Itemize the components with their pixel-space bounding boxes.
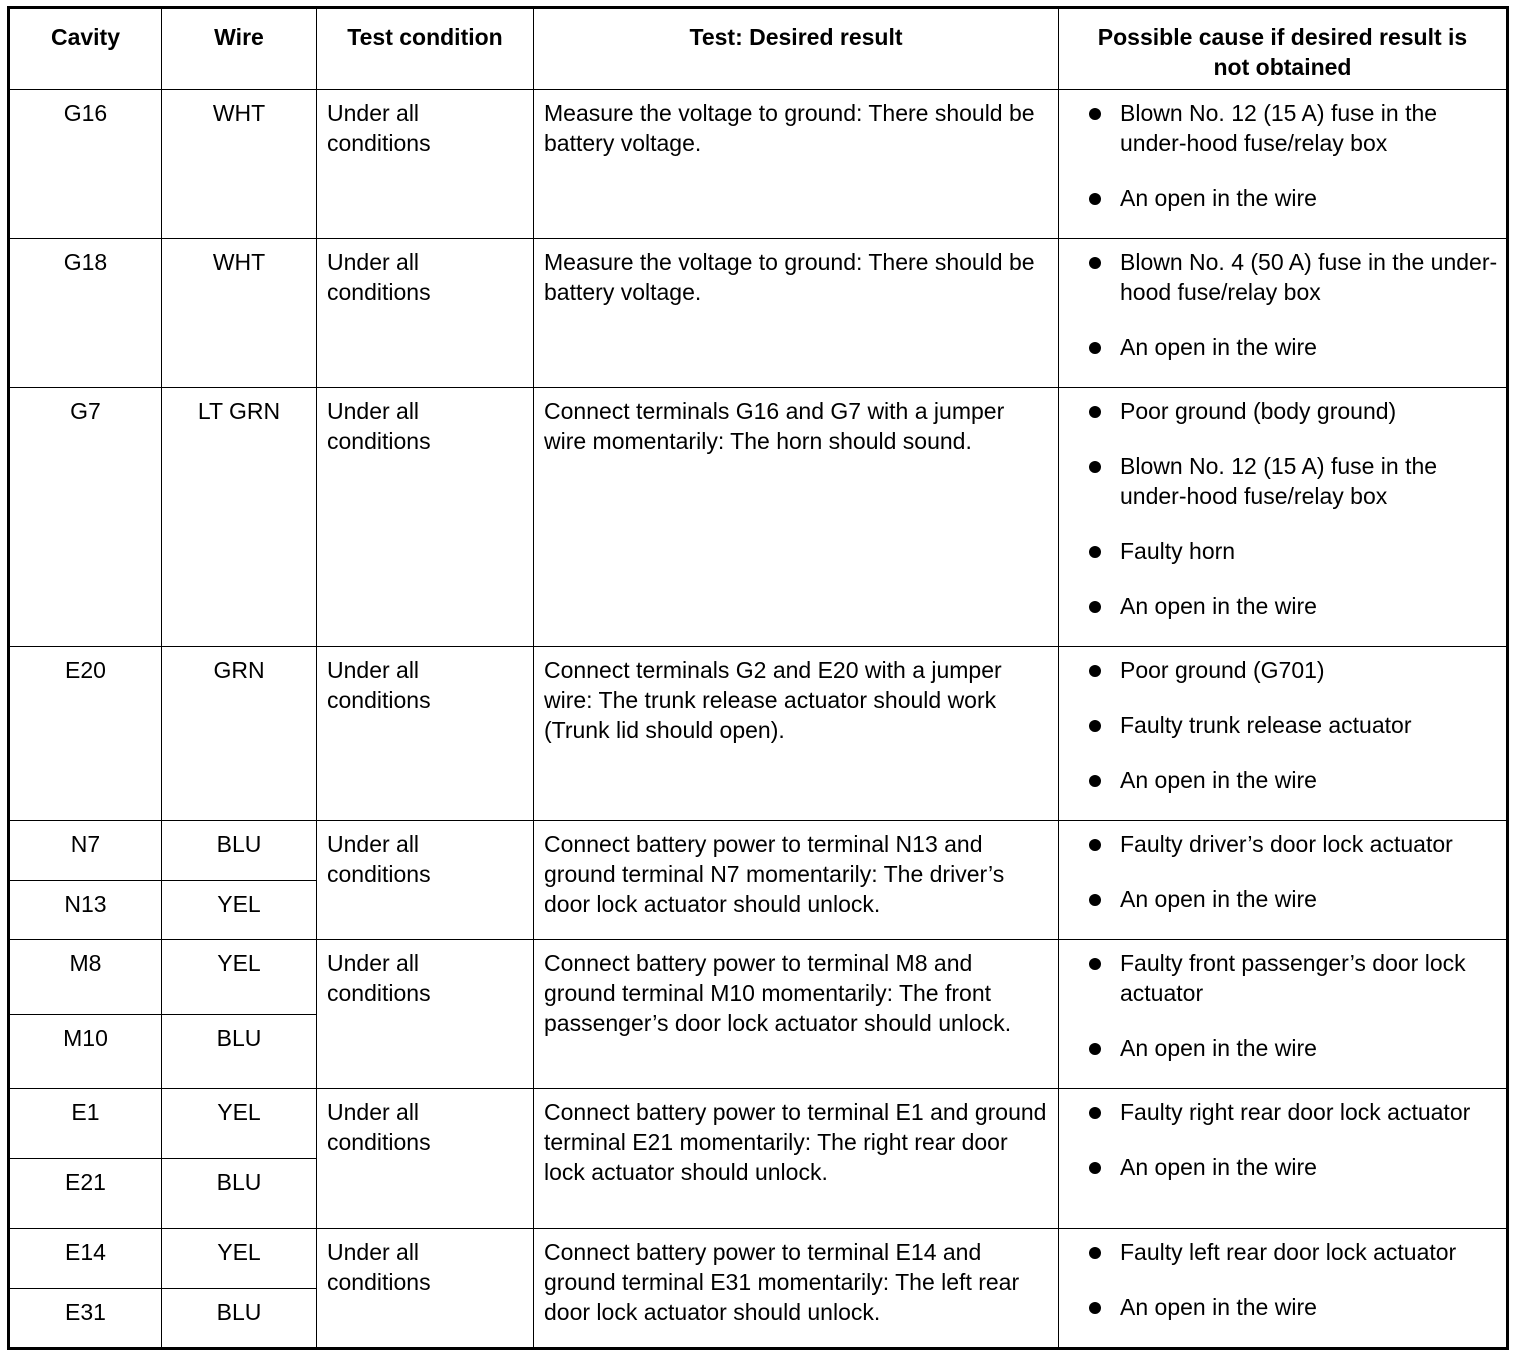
test-condition-cell: Under all conditions (317, 940, 534, 1089)
table-row (9, 940, 1508, 1015)
cause-list (1059, 1229, 1506, 1322)
cause-item: Blown No. 12 (15 A) fuse in the under-hood fuse/relay box (1087, 98, 1498, 158)
desired-result-cell: Connect battery power to terminal N13 and ground terminal N7 momentarily: The driver’s door lock actuator should unlock. (534, 821, 1059, 940)
header-possible-cause: Possible cause if desired result is not obtained (1059, 8, 1508, 90)
cavity-cell: N13 (9, 880, 162, 940)
wire-cell: BLU (162, 821, 317, 881)
desired-result-cell: Measure the voltage to ground: There should be battery voltage. (534, 239, 1059, 388)
table-row (9, 1089, 1508, 1159)
cause-list (1059, 388, 1506, 621)
header-row (9, 8, 1508, 90)
cause-item: Blown No. 12 (15 A) fuse in the under-hood fuse/relay box (1087, 451, 1498, 511)
table-row (9, 647, 1508, 821)
cause-item: Faulty front passenger’s door lock actuator (1087, 948, 1498, 1008)
wire-cell: YEL (162, 1229, 317, 1289)
cause-item: Poor ground (body ground) (1087, 396, 1498, 426)
cause-item: An open in the wire (1087, 1292, 1498, 1322)
cavity-cell: M10 (9, 1014, 162, 1089)
test-condition-cell: Under all conditions (317, 821, 534, 940)
cavity-cell: E20 (9, 647, 162, 821)
test-condition-cell: Under all conditions (317, 90, 534, 239)
desired-result-cell: Connect battery power to terminal E1 and ground terminal E21 momentarily: The right rear door lock actuator should unlock. (534, 1089, 1059, 1229)
possible-cause-cell (1059, 647, 1508, 821)
header-desired-result: Test: Desired result (534, 8, 1059, 90)
cause-item: Blown No. 4 (50 A) fuse in the under-hood fuse/relay box (1087, 247, 1498, 307)
cause-list (1059, 1089, 1506, 1182)
cause-item: An open in the wire (1087, 765, 1498, 795)
table-row (9, 1229, 1508, 1289)
cavity-cell: G7 (9, 388, 162, 647)
cause-item: An open in the wire (1087, 332, 1498, 362)
possible-cause-cell (1059, 388, 1508, 647)
cause-item: Faulty left rear door lock actuator (1087, 1237, 1498, 1267)
cause-list (1059, 940, 1506, 1063)
table-row (9, 239, 1508, 388)
cause-item: An open in the wire (1087, 591, 1498, 621)
cause-item: An open in the wire (1087, 1033, 1498, 1063)
header-test-condition: Test condition (317, 8, 534, 90)
cause-item: Faulty right rear door lock actuator (1087, 1097, 1498, 1127)
possible-cause-cell (1059, 90, 1508, 239)
wire-cell: BLU (162, 1159, 317, 1229)
cavity-cell: E31 (9, 1289, 162, 1349)
desired-result-cell: Connect battery power to terminal E14 and ground terminal E31 momentarily: The left rear door lock actuator should unlock. (534, 1229, 1059, 1349)
table-row (9, 90, 1508, 239)
cavity-cell: G18 (9, 239, 162, 388)
cavity-cell: M8 (9, 940, 162, 1015)
wire-cell: BLU (162, 1014, 317, 1089)
cause-item: Faulty trunk release actuator (1087, 710, 1498, 740)
desired-result-cell: Measure the voltage to ground: There should be battery voltage. (534, 90, 1059, 239)
cause-item: Faulty horn (1087, 536, 1498, 566)
possible-cause-cell (1059, 940, 1508, 1089)
desired-result-cell: Connect terminals G2 and E20 with a jumper wire: The trunk release actuator should work (Trunk lid should open). (534, 647, 1059, 821)
cause-list (1059, 647, 1506, 795)
cause-list (1059, 90, 1506, 213)
cavity-cell: E21 (9, 1159, 162, 1229)
possible-cause-cell (1059, 239, 1508, 388)
cause-item: An open in the wire (1087, 1152, 1498, 1182)
possible-cause-cell (1059, 1229, 1508, 1349)
cause-item: An open in the wire (1087, 884, 1498, 914)
wire-cell: GRN (162, 647, 317, 821)
table-row (9, 821, 1508, 881)
wire-cell: WHT (162, 90, 317, 239)
wire-cell: LT GRN (162, 388, 317, 647)
test-condition-cell: Under all conditions (317, 1089, 534, 1229)
desired-result-cell: Connect battery power to terminal M8 and ground terminal M10 momentarily: The front passenger’s door lock actuator should unlock. (534, 940, 1059, 1089)
wire-cell: BLU (162, 1289, 317, 1349)
cause-item: Poor ground (G701) (1087, 655, 1498, 685)
troubleshooting-table (7, 6, 1509, 1350)
wire-cell: YEL (162, 880, 317, 940)
cavity-cell: G16 (9, 90, 162, 239)
test-condition-cell: Under all conditions (317, 388, 534, 647)
cause-list (1059, 821, 1506, 914)
header-cavity: Cavity (9, 8, 162, 90)
header-wire: Wire (162, 8, 317, 90)
wire-cell: WHT (162, 239, 317, 388)
cavity-cell: E1 (9, 1089, 162, 1159)
desired-result-cell: Connect terminals G16 and G7 with a jumper wire momentarily: The horn should sound. (534, 388, 1059, 647)
possible-cause-cell (1059, 1089, 1508, 1229)
table-row (9, 388, 1508, 647)
possible-cause-cell (1059, 821, 1508, 940)
cause-item: An open in the wire (1087, 183, 1498, 213)
wire-cell: YEL (162, 940, 317, 1015)
cavity-cell: N7 (9, 821, 162, 881)
cavity-cell: E14 (9, 1229, 162, 1289)
cause-item: Faulty driver’s door lock actuator (1087, 829, 1498, 859)
test-condition-cell: Under all conditions (317, 1229, 534, 1349)
test-condition-cell: Under all conditions (317, 647, 534, 821)
test-condition-cell: Under all conditions (317, 239, 534, 388)
cause-list (1059, 239, 1506, 362)
wire-cell: YEL (162, 1089, 317, 1159)
